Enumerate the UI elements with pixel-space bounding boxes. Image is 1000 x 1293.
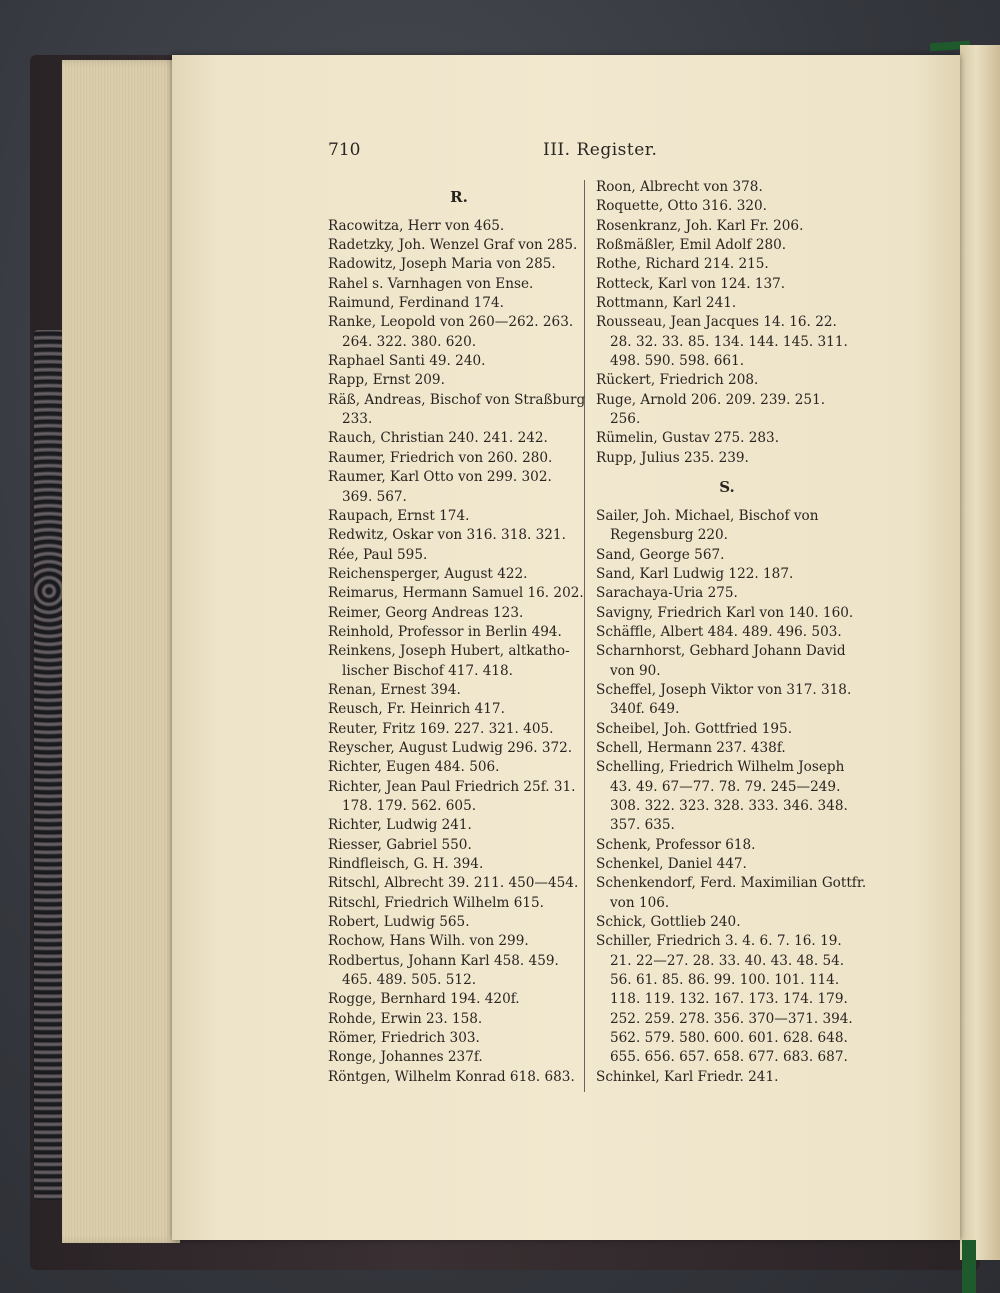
index-entry xyxy=(328,623,590,642)
section-letter-s: S. xyxy=(719,478,735,497)
index-entry xyxy=(328,990,590,1009)
index-entry xyxy=(328,236,590,255)
index-entry-line: 21. 22—27. 28. 33. 40. 43. 48. 54. xyxy=(610,952,845,969)
index-entry-line: 252. 259. 278. 356. 370—371. 394. xyxy=(610,1010,853,1027)
index-entry xyxy=(328,449,590,468)
index-entry xyxy=(328,352,590,371)
index-entry-line: 655. 656. 657. 658. 677. 683. 687. xyxy=(610,1049,848,1066)
index-entry xyxy=(328,468,590,507)
index-entry xyxy=(596,197,858,216)
index-entry-line: Römer, Friedrich 303. xyxy=(328,1030,480,1047)
index-entry xyxy=(596,236,858,255)
index-entry-line: Richter, Jean Paul Friedrich 25f. 31. xyxy=(328,778,576,795)
index-entry-line: 465. 489. 505. 512. xyxy=(342,972,477,989)
index-entry-line: Regensburg 220. xyxy=(610,527,729,544)
index-entry-line: von 90. xyxy=(610,662,661,679)
index-entry xyxy=(328,874,590,893)
index-entry-line: Ruge, Arnold 206. 209. 239. 251. xyxy=(596,391,826,408)
index-entry-line: Raumer, Friedrich von 260. 280. xyxy=(328,449,553,466)
index-entry xyxy=(596,275,858,294)
index-entry xyxy=(596,1068,858,1087)
index-entry-line: Rümelin, Gustav 275. 283. xyxy=(596,430,780,447)
index-entry-line: von 106. xyxy=(610,894,670,911)
index-entry xyxy=(596,507,858,546)
index-entry-line: Ritschl, Albrecht 39. 211. 450—454. xyxy=(328,875,579,892)
index-entry-line: Raphael Santi 49. 240. xyxy=(328,353,486,370)
index-entry-line: 340f. 649. xyxy=(610,701,680,718)
index-entry-line: Rosenkranz, Joh. Karl Fr. 206. xyxy=(596,217,804,234)
index-entry xyxy=(596,371,858,390)
index-entry xyxy=(596,584,858,603)
index-entry xyxy=(596,642,858,681)
index-column-right xyxy=(596,178,867,1087)
index-entry-line: 562. 579. 580. 600. 601. 628. 648. xyxy=(610,1030,848,1047)
index-entry-line: Rückert, Friedrich 208. xyxy=(596,372,759,389)
index-entry-line: Reinkens, Joseph Hubert, altkatho- xyxy=(328,643,570,660)
index-entry xyxy=(328,1068,590,1087)
index-entry xyxy=(328,778,590,817)
index-entry-line: Raupach, Ernst 174. xyxy=(328,507,470,524)
index-entry xyxy=(596,836,858,855)
index-entry-line: Schick, Gottlieb 240. xyxy=(596,914,741,931)
index-entry-line: Rodbertus, Johann Karl 458. 459. xyxy=(328,952,559,969)
index-entry-line: Redwitz, Oskar von 316. 318. 321. xyxy=(328,527,566,544)
index-entry xyxy=(596,391,858,430)
index-entry-line: Räß, Andreas, Bischof von Straßburg xyxy=(328,391,586,408)
index-entry xyxy=(328,565,590,584)
index-entry-line: Reimarus, Hermann Samuel 16. 202. xyxy=(328,585,584,602)
index-entry-line: Schell, Hermann 237. 438f. xyxy=(596,739,786,756)
index-entry-line: 369. 567. xyxy=(342,488,407,505)
index-entry xyxy=(596,178,858,197)
index-entry xyxy=(328,371,590,390)
index-entry-line: Rothe, Richard 214. 215. xyxy=(596,256,769,273)
index-entry-line: 357. 635. xyxy=(610,817,675,834)
index-entry xyxy=(596,565,858,584)
index-entry-line: Raumer, Karl Otto von 299. 302. xyxy=(328,469,552,486)
index-entry xyxy=(328,391,590,430)
index-entry xyxy=(328,275,590,294)
index-entry-line: 498. 590. 598. 661. xyxy=(610,353,745,370)
index-entry xyxy=(328,526,590,545)
marbled-edge xyxy=(34,330,64,1200)
index-entry-line: 118. 119. 132. 167. 173. 174. 179. xyxy=(610,991,848,1008)
index-entry xyxy=(596,546,858,565)
index-entry-line: Schenkendorf, Ferd. Maximilian Gottfr. xyxy=(596,875,867,892)
index-entry-line: Richter, Ludwig 241. xyxy=(328,817,472,834)
index-entry xyxy=(328,294,590,313)
index-entry-line: Schiller, Friedrich 3. 4. 6. 7. 16. 19. xyxy=(596,933,842,950)
index-entry-line: Radetzky, Joh. Wenzel Graf von 285. xyxy=(328,237,578,254)
index-entry xyxy=(328,546,590,565)
index-entry-line: 256. xyxy=(610,411,641,428)
index-entry-line: Scheibel, Joh. Gottfried 195. xyxy=(596,720,793,737)
index-entry xyxy=(328,855,590,874)
index-entry-line: Schelling, Friedrich Wilhelm Joseph xyxy=(596,759,845,776)
index-entry xyxy=(596,623,858,642)
index-entry-line: lischer Bischof 417. 418. xyxy=(342,662,513,679)
index-entry-line: Roquette, Otto 316. 320. xyxy=(596,198,767,215)
index-entry-line: Röntgen, Wilhelm Konrad 618. 683. xyxy=(328,1068,575,1085)
index-entry xyxy=(596,604,858,623)
page-header xyxy=(328,140,848,166)
index-entry-line: Sailer, Joh. Michael, Bischof von xyxy=(596,507,819,524)
index-entry xyxy=(328,255,590,274)
index-entry-line: Reinhold, Professor in Berlin 494. xyxy=(328,623,562,640)
index-entry xyxy=(328,429,590,448)
index-entry-line: Rauch, Christian 240. 241. 242. xyxy=(328,430,548,447)
entry-list-r-left xyxy=(328,217,590,1087)
index-entry xyxy=(328,313,590,352)
index-entry xyxy=(328,913,590,932)
index-entry xyxy=(596,932,858,1067)
index-entry xyxy=(328,217,590,236)
index-entry-line: Reimer, Georg Andreas 123. xyxy=(328,604,524,621)
page-number: 710 xyxy=(328,140,361,160)
index-entry-line: Scharnhorst, Gebhard Johann David xyxy=(596,643,846,660)
index-entry xyxy=(596,874,867,913)
index-entry xyxy=(596,681,858,720)
page-edges xyxy=(62,60,180,1243)
index-entry-line: 264. 322. 380. 620. xyxy=(342,333,477,350)
index-entry xyxy=(328,1048,590,1067)
index-entry-line: Schinkel, Karl Friedr. 241. xyxy=(596,1068,779,1085)
index-entry-line: 56. 61. 85. 86. 99. 100. 101. 114. xyxy=(610,972,840,989)
index-entry xyxy=(328,739,590,758)
index-entry-line: Schenk, Professor 618. xyxy=(596,836,756,853)
index-entry-line: Scheffel, Joseph Viktor von 317. 318. xyxy=(596,681,852,698)
section-letter-r: R. xyxy=(450,188,468,206)
index-entry xyxy=(328,700,590,719)
index-entry-line: Schenkel, Daniel 447. xyxy=(596,856,747,873)
index-entry-line: Raimund, Ferdinand 174. xyxy=(328,295,504,312)
index-entry-line: Schäffle, Albert 484. 489. 496. 503. xyxy=(596,623,842,640)
index-entry xyxy=(328,816,590,835)
index-entry-line: Radowitz, Joseph Maria von 285. xyxy=(328,256,556,273)
index-entry xyxy=(328,642,590,681)
index-entry-line: Rée, Paul 595. xyxy=(328,546,428,563)
index-entry-line: Sand, Karl Ludwig 122. 187. xyxy=(596,565,794,582)
facing-page-edge xyxy=(960,45,1000,1260)
index-entry xyxy=(328,604,590,623)
index-entry-line: 308. 322. 323. 328. 333. 346. 348. xyxy=(610,798,848,814)
index-entry xyxy=(596,313,858,371)
index-entry xyxy=(328,507,590,526)
index-entry xyxy=(596,449,858,468)
bookmark-ribbon xyxy=(962,1240,976,1293)
index-entry-line: Rapp, Ernst 209. xyxy=(328,372,445,389)
index-entry-line: Racowitza, Herr von 465. xyxy=(328,217,505,234)
index-entry xyxy=(596,720,858,739)
index-entry-line: 233. xyxy=(342,411,373,428)
index-entry xyxy=(328,836,590,855)
index-entry xyxy=(328,1010,590,1029)
index-entry xyxy=(596,739,858,758)
index-entry xyxy=(328,720,590,739)
index-entry xyxy=(596,913,858,932)
index-entry xyxy=(328,681,590,700)
index-entry-line: Robert, Ludwig 565. xyxy=(328,914,470,931)
index-entry-line: Rupp, Julius 235. 239. xyxy=(596,449,749,466)
index-entry-line: Renan, Ernest 394. xyxy=(328,681,461,698)
index-entry xyxy=(328,758,590,777)
index-entry-line: Sarachaya-Uria 275. xyxy=(596,585,738,602)
index-entry-line: Rotteck, Karl von 124. 137. xyxy=(596,275,786,292)
index-entry xyxy=(596,855,858,874)
index-entry-line: Riesser, Gabriel 550. xyxy=(328,836,472,853)
index-entry-line: Rottmann, Karl 241. xyxy=(596,295,737,312)
index-column-left xyxy=(328,178,590,1087)
index-entry xyxy=(328,1029,590,1048)
index-entry xyxy=(596,758,858,835)
index-entry-line: 28. 32. 33. 85. 134. 144. 145. 311. xyxy=(610,333,848,350)
index-entry-line: Savigny, Friedrich Karl von 140. 160. xyxy=(596,604,854,621)
index-entry-line: Reuter, Fritz 169. 227. 321. 405. xyxy=(328,720,554,737)
index-entry-line: Sand, George 567. xyxy=(596,546,725,563)
index-entry-line: Ronge, Johannes 237f. xyxy=(328,1049,483,1066)
index-entry-line: Rahel s. Varnhagen von Ense. xyxy=(328,275,534,292)
index-entry-line: Reichensperger, August 422. xyxy=(328,565,528,582)
index-entry-line: Rohde, Erwin 23. 158. xyxy=(328,1010,483,1027)
index-entry-line: Ranke, Leopold von 260—262. 263. xyxy=(328,314,574,331)
index-entry xyxy=(596,429,858,448)
entry-list-s xyxy=(596,507,867,1087)
index-entry-line: Rousseau, Jean Jacques 14. 16. 22. xyxy=(596,314,837,331)
index-entry-line: Rindfleisch, G. H. 394. xyxy=(328,856,484,873)
entry-list-r-right xyxy=(596,178,858,468)
index-entry xyxy=(596,255,858,274)
index-entry-line: Ritschl, Friedrich Wilhelm 615. xyxy=(328,894,544,911)
index-entry xyxy=(328,932,590,951)
index-entry xyxy=(328,952,590,991)
index-entry-line: Roßmäßler, Emil Adolf 280. xyxy=(596,237,787,254)
index-entry-line: Reusch, Fr. Heinrich 417. xyxy=(328,701,505,718)
index-entry-line: 43. 49. 67—77. 78. 79. 245—249. xyxy=(610,778,841,795)
index-entry-line: Rochow, Hans Wilh. von 299. xyxy=(328,933,529,950)
index-entry-line: 178. 179. 562. 605. xyxy=(342,798,477,814)
index-entry-line: Rogge, Bernhard 194. 420f. xyxy=(328,991,520,1008)
index-entry-line: Roon, Albrecht von 378. xyxy=(596,179,763,195)
index-entry-line: Richter, Eugen 484. 506. xyxy=(328,759,500,776)
index-entry xyxy=(328,894,590,913)
running-title: III. Register. xyxy=(543,140,658,160)
index-entry xyxy=(596,217,858,236)
index-entry xyxy=(328,584,590,603)
index-entry xyxy=(596,294,858,313)
index-entry-line: Reyscher, August Ludwig 296. 372. xyxy=(328,739,573,756)
